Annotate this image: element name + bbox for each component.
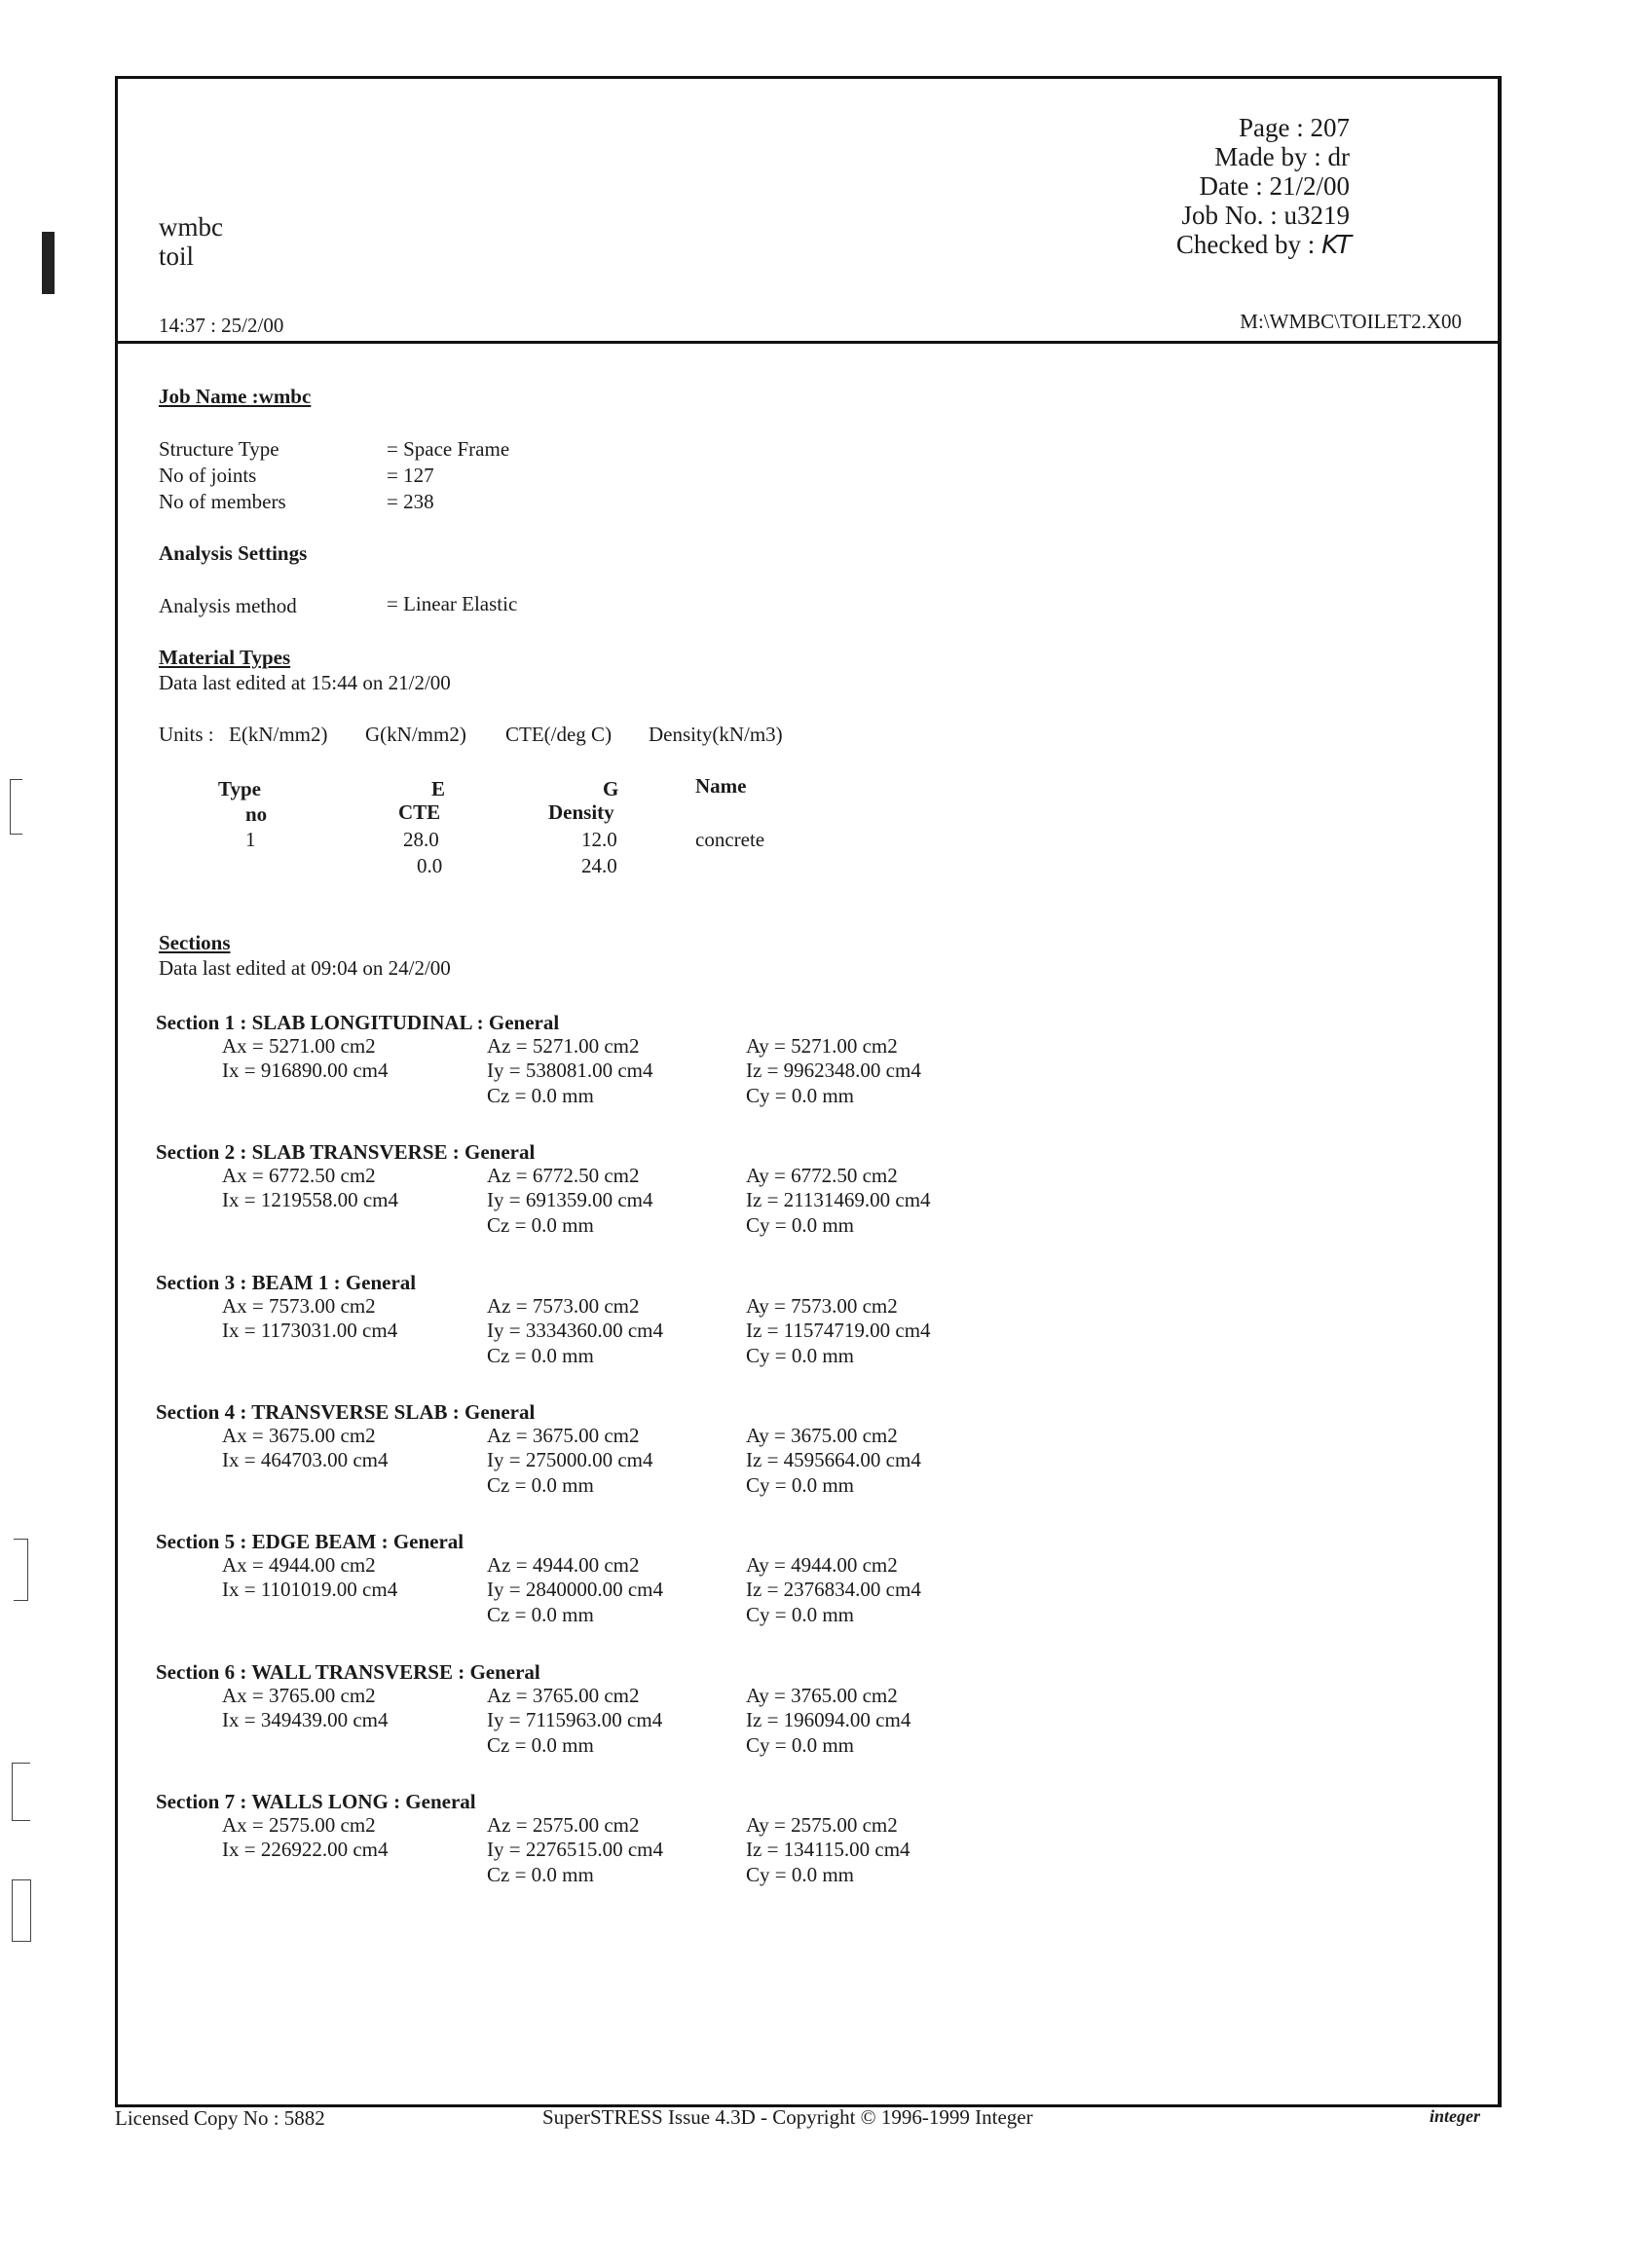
section-cz: Cz = 0.0 mm: [487, 1473, 594, 1497]
analysis-method-label: Analysis method: [159, 594, 297, 617]
section-iz: Iz = 9962348.00 cm4: [746, 1059, 921, 1082]
section-ay: Ay = 7573.00 cm2: [746, 1294, 898, 1318]
col-type: Type: [218, 777, 261, 800]
header-divider: [115, 341, 1502, 344]
section-ay: Ay = 5271.00 cm2: [746, 1034, 898, 1058]
checked-by-signature: KT: [1321, 231, 1350, 260]
section-cy: Cy = 0.0 mm: [746, 1733, 855, 1757]
section-ay: Ay = 3675.00 cm2: [746, 1424, 898, 1447]
section-cy: Cy = 0.0 mm: [746, 1473, 855, 1497]
section-az: Az = 7573.00 cm2: [487, 1294, 640, 1318]
section-ix: Ix = 916890.00 cm4: [222, 1059, 389, 1082]
section-iy: Iy = 3334360.00 cm4: [487, 1319, 663, 1342]
job-number: Job No. : u3219: [1181, 201, 1350, 230]
material-1-density: 24.0: [581, 854, 617, 877]
section-ix: Ix = 1173031.00 cm4: [222, 1319, 398, 1342]
units-prefix: Units :: [159, 723, 214, 746]
material-types-title: Material Types: [159, 646, 291, 669]
section-az: Az = 2575.00 cm2: [487, 1813, 640, 1837]
units-cte: CTE(/deg C): [505, 723, 613, 746]
units-e: E(kN/mm2): [229, 723, 328, 746]
section-ix: Ix = 226922.00 cm4: [222, 1838, 389, 1861]
section-az: Az = 3675.00 cm2: [487, 1424, 640, 1447]
job-name-title: Job Name :wmbc: [159, 385, 312, 408]
section-ay: Ay = 4944.00 cm2: [746, 1553, 898, 1577]
section-heading: Section 4 : TRANSVERSE SLAB : General: [156, 1400, 536, 1424]
col-density: Density: [548, 800, 614, 824]
section-cy: Cy = 0.0 mm: [746, 1344, 855, 1367]
license-number: Licensed Copy No : 5882: [115, 2106, 325, 2130]
section-ix: Ix = 349439.00 cm4: [222, 1708, 389, 1731]
section-cz: Cz = 0.0 mm: [487, 1344, 594, 1367]
section-ay: Ay = 6772.50 cm2: [746, 1164, 898, 1187]
section-cy: Cy = 0.0 mm: [746, 1084, 855, 1107]
file-path: M:\WMBC\TOILET2.X00: [1240, 310, 1462, 333]
scan-mark: [12, 1879, 31, 1942]
copyright: SuperSTRESS Issue 4.3D - Copyright © 1996-1999 Integer: [542, 2105, 1033, 2129]
analysis-title: Analysis Settings: [159, 541, 308, 565]
members-label: No of members: [159, 490, 286, 513]
header-left: [159, 212, 223, 271]
scan-mark: [14, 1539, 28, 1601]
section-iy: Iy = 538081.00 cm4: [487, 1059, 653, 1082]
structure-type-label: Structure Type: [159, 437, 279, 461]
section-iz: Iz = 134115.00 cm4: [746, 1838, 910, 1861]
section-iy: Iy = 2840000.00 cm4: [487, 1578, 663, 1601]
job-labels: [159, 436, 286, 515]
made-by: Made by : dr: [1214, 142, 1350, 171]
section-heading: Section 6 : WALL TRANSVERSE : General: [156, 1660, 540, 1684]
joints-value: = 127: [387, 464, 434, 487]
section-ix: Ix = 1219558.00 cm4: [222, 1188, 398, 1211]
section-iz: Iz = 11574719.00 cm4: [746, 1319, 931, 1342]
section-cz: Cz = 0.0 mm: [487, 1213, 594, 1237]
analysis-method-value: = Linear Elastic: [387, 592, 518, 615]
section-heading: Section 5 : EDGE BEAM : General: [156, 1530, 464, 1553]
section-cz: Cz = 0.0 mm: [487, 1733, 594, 1757]
structure-type-value: = Space Frame: [387, 437, 510, 461]
checked-by-label: Checked by :: [1175, 230, 1316, 259]
section-ax: Ax = 4944.00 cm2: [222, 1553, 376, 1577]
date: Date : 21/2/00: [1199, 171, 1350, 201]
section-iz: Iz = 2376834.00 cm4: [746, 1578, 921, 1601]
section-iy: Iy = 275000.00 cm4: [487, 1448, 653, 1471]
section-heading: Section 7 : WALLS LONG : General: [156, 1790, 476, 1813]
material-1-no: 1: [245, 828, 256, 851]
integer-logo: integer: [1430, 2106, 1480, 2126]
section-iy: Iy = 691359.00 cm4: [487, 1188, 653, 1211]
section-iz: Iz = 196094.00 cm4: [746, 1708, 911, 1731]
section-ix: Ix = 464703.00 cm4: [222, 1448, 389, 1471]
units-g: G(kN/mm2): [365, 723, 466, 746]
members-value: = 238: [387, 490, 434, 513]
section-az: Az = 3765.00 cm2: [487, 1684, 640, 1707]
sections-title: Sections: [159, 931, 231, 954]
section-az: Az = 4944.00 cm2: [487, 1553, 640, 1577]
section-ax: Ax = 5271.00 cm2: [222, 1034, 376, 1058]
project-code: wmbc: [159, 212, 223, 242]
section-iy: Iy = 2276515.00 cm4: [487, 1838, 663, 1861]
section-az: Az = 6772.50 cm2: [487, 1164, 640, 1187]
section-ax: Ax = 2575.00 cm2: [222, 1813, 376, 1837]
scan-mark: [42, 232, 55, 294]
section-heading: Section 3 : BEAM 1 : General: [156, 1271, 417, 1294]
section-ix: Ix = 1101019.00 cm4: [222, 1578, 398, 1601]
units-density: Density(kN/m3): [649, 723, 783, 746]
section-cy: Cy = 0.0 mm: [746, 1863, 855, 1886]
col-g: G: [603, 777, 619, 800]
material-1-cte: 0.0: [417, 854, 443, 877]
joints-label: No of joints: [159, 464, 257, 487]
section-ax: Ax = 3675.00 cm2: [222, 1424, 376, 1447]
checked-by: [1176, 230, 1350, 260]
material-1-g: 12.0: [581, 828, 617, 851]
material-1-e: 28.0: [403, 828, 439, 851]
section-cy: Cy = 0.0 mm: [746, 1603, 855, 1626]
section-cz: Cz = 0.0 mm: [487, 1863, 594, 1886]
section-ax: Ax = 7573.00 cm2: [222, 1294, 376, 1318]
section-heading: Section 2 : SLAB TRANSVERSE : General: [156, 1140, 536, 1164]
section-iz: Iz = 21131469.00 cm4: [746, 1188, 931, 1211]
header-info: [1176, 113, 1350, 260]
section-az: Az = 5271.00 cm2: [487, 1034, 640, 1058]
col-name: Name: [695, 774, 747, 798]
section-ax: Ax = 6772.50 cm2: [222, 1164, 376, 1187]
material-1-name: concrete: [695, 828, 765, 851]
section-cz: Cz = 0.0 mm: [487, 1084, 594, 1107]
col-no: no: [245, 802, 268, 826]
material-edited: Data last edited at 15:44 on 21/2/00: [159, 671, 451, 694]
page-number: Page : 207: [1239, 113, 1350, 142]
section-ay: Ay = 2575.00 cm2: [746, 1813, 898, 1837]
section-cy: Cy = 0.0 mm: [746, 1213, 855, 1237]
timestamp: 14:37 : 25/2/00: [159, 314, 284, 337]
section-iz: Iz = 4595664.00 cm4: [746, 1448, 921, 1471]
job-values: [387, 436, 509, 515]
col-cte: CTE: [398, 800, 441, 824]
section-heading: Section 1 : SLAB LONGITUDINAL : General: [156, 1011, 560, 1034]
section-ay: Ay = 3765.00 cm2: [746, 1684, 898, 1707]
scan-mark: [10, 779, 22, 835]
project-name: toil: [159, 242, 195, 271]
col-e: E: [431, 777, 446, 800]
section-cz: Cz = 0.0 mm: [487, 1603, 594, 1626]
section-iy: Iy = 7115963.00 cm4: [487, 1708, 663, 1731]
section-ax: Ax = 3765.00 cm2: [222, 1684, 376, 1707]
sections-edited: Data last edited at 09:04 on 24/2/00: [159, 956, 451, 980]
scan-mark: [12, 1763, 30, 1821]
